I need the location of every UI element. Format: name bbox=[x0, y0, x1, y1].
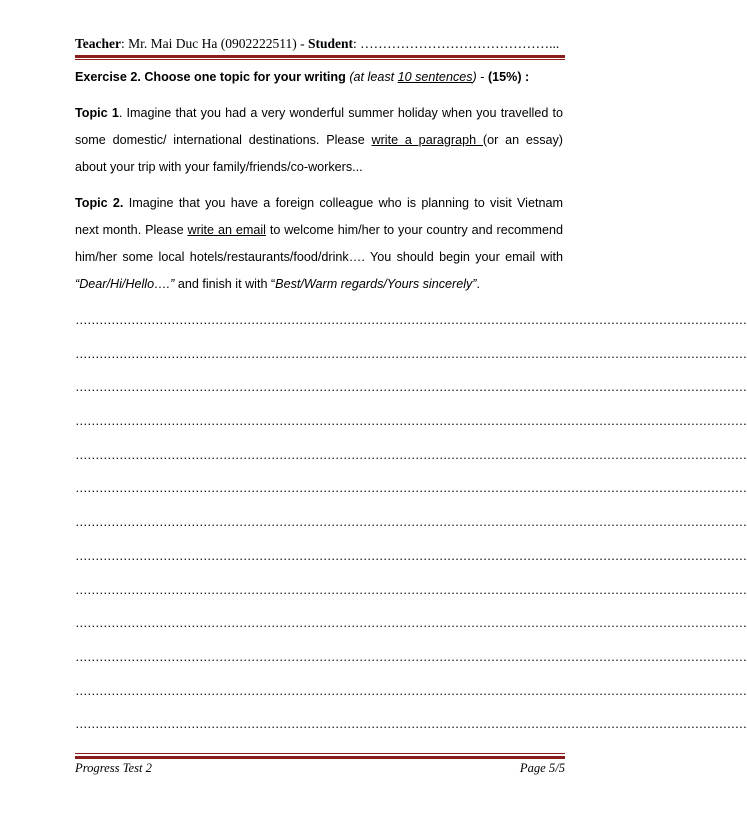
answer-line[interactable]: …………………………………………………………………………………………………………………………………………………… bbox=[75, 616, 747, 631]
exercise-requirement-underlined: 10 sentences bbox=[397, 70, 473, 84]
footer-page-number: Page 5/5 bbox=[519, 761, 565, 775]
topic-1-label: Topic 1 bbox=[75, 106, 119, 120]
exercise-heading: Exercise 2. Choose one topic for your writing (at least 10 sentences) - (15%) : bbox=[75, 70, 530, 84]
answer-line[interactable]: …………………………………………………………………………………………………………………………………………………… bbox=[75, 414, 747, 429]
answer-line[interactable]: …………………………………………………………………………………………………………………………………………………… bbox=[75, 717, 747, 732]
footer-test-name: Progress Test 2 bbox=[75, 761, 152, 775]
answer-line[interactable]: …………………………………………………………………………………………………………………………………………………… bbox=[75, 515, 747, 530]
topic-1-task: write a paragraph bbox=[371, 133, 483, 147]
answer-line[interactable]: …………………………………………………………………………………………………………………………………………………… bbox=[75, 447, 747, 462]
topic-2: Topic 2. Imagine that you have a foreign colleague who is planning to visit Vietnam next month. Please write an email to welcome him/her to your country and recommend him/her some local hotels/restaurants/food/drink…. You should begin your email with “Dear/Hi/Hello….” and finish it with “Best/Warm regards/Yours sincerely”. bbox=[75, 196, 563, 291]
answer-line[interactable]: …………………………………………………………………………………………………………………………………………………… bbox=[75, 481, 747, 496]
page-header bbox=[75, 36, 565, 52]
answer-line[interactable]: …………………………………………………………………………………………………………………………………………………… bbox=[75, 346, 747, 361]
teacher-value: : Mr. Mai Duc Ha (0902222511) - bbox=[121, 36, 308, 51]
footer-rule-thick bbox=[75, 756, 565, 759]
topic-2-closing: Best/Warm regards/Yours sincerely” bbox=[275, 277, 477, 291]
answer-area bbox=[75, 309, 747, 747]
answer-line[interactable]: …………………………………………………………………………………………………………………………………………………… bbox=[75, 582, 747, 597]
exercise-title: Exercise 2. Choose one topic for your writing bbox=[75, 70, 346, 84]
header-rule-thick bbox=[75, 55, 565, 58]
header-rule-thin bbox=[75, 59, 565, 60]
answer-line[interactable]: …………………………………………………………………………………………………………………………………………………… bbox=[75, 683, 747, 698]
page-footer bbox=[75, 761, 565, 776]
answer-line[interactable]: …………………………………………………………………………………………………………………………………………………… bbox=[75, 548, 747, 563]
footer-rule-thin bbox=[75, 753, 565, 754]
student-value: : ……………………………………... bbox=[353, 36, 560, 51]
teacher-label: Teacher bbox=[75, 36, 121, 51]
topic-2-label: Topic 2. bbox=[75, 196, 124, 210]
topic-2-greeting: “Dear/Hi/Hello….” bbox=[75, 277, 175, 291]
student-label: Student bbox=[307, 36, 353, 51]
exercise-weight: (15%) : bbox=[487, 70, 530, 84]
answer-line[interactable]: …………………………………………………………………………………………………………………………………………………… bbox=[75, 649, 747, 664]
topic-2-task: write an email bbox=[187, 223, 266, 237]
topic-1: Topic 1. Imagine that you had a very wonderful summer holiday when you travelled to some domestic/ international destinations. Please write a paragraph (or an essay) about your trip with your family/friends/co-workers... bbox=[75, 106, 563, 174]
exercise-requirement: (at least 10 sentences) bbox=[349, 70, 477, 84]
answer-line[interactable]: …………………………………………………………………………………………………………………………………………………… bbox=[75, 380, 747, 395]
answer-line[interactable]: …………………………………………………………………………………………………………………………………………………… bbox=[75, 313, 747, 327]
page-content bbox=[75, 64, 747, 747]
